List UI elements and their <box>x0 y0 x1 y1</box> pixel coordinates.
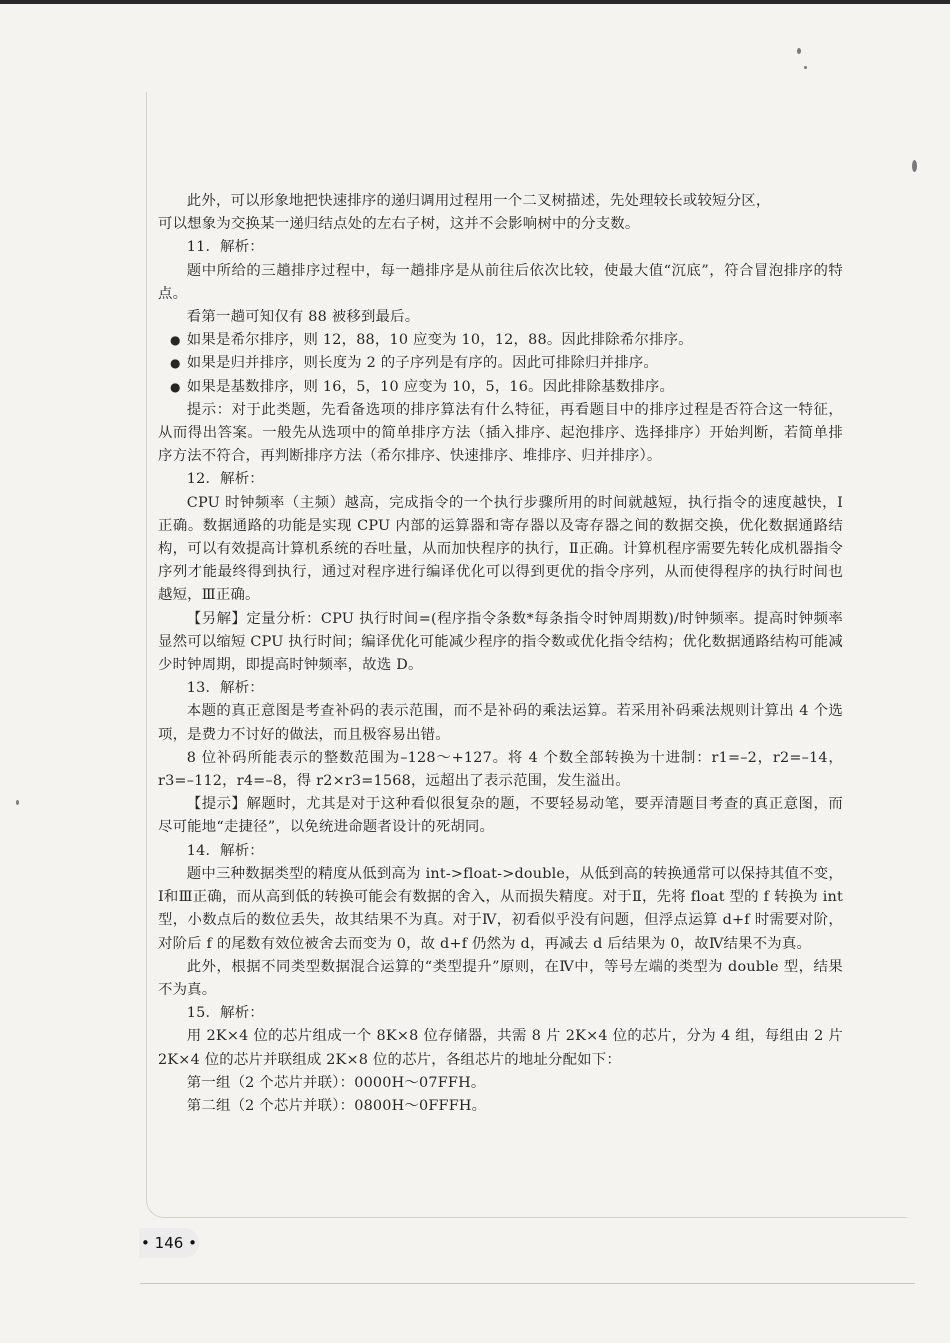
alt-solution-paragraph: 【另解】定量分析：CPU 执行时间=(程序指令条数*每条指令时钟周期数)/时钟频率。提高时钟频率显然可以缩短 CPU 执行时间；编译优化可能减少程序的指令数或优化指令结构；优化数据通路结构可能减少时钟周期，即提高时钟频率，故选 D。 <box>158 610 843 674</box>
paragraph: 第一组（2 个芯片并联）：0000H～07FFH。 <box>186 1074 486 1091</box>
scan-top-edge <box>0 0 950 4</box>
bullet-item: ● 如果是归并排序，则长度为 2 的子序列是有序的。因此可排除归并排序。 <box>158 352 843 375</box>
bullet-icon: ● <box>170 356 181 371</box>
answer-heading-15: 15．解析： <box>186 1005 264 1022</box>
page-body <box>158 190 843 1118</box>
paragraph: 8 位补码所能表示的整数范围为–128～+127。将 4 个数全部转换为十进制：r1=–2，r2=–14，r3=–112，r4=–8，得 r2×r3=1568，远超出了表示范围，发生溢出。 <box>158 749 843 790</box>
page-number-value: 146 <box>154 1234 184 1252</box>
answer-heading-14: 14．解析： <box>186 842 264 859</box>
bullet-icon: ● <box>170 379 181 394</box>
bullet-icon: ● <box>170 333 181 348</box>
paragraph: 题中三种数据类型的精度从低到高为 int->float->double，从低到高的转换通常可以保持其值不变，Ⅰ和Ⅲ正确，而从高到低的转换可能会有数据的舍入，从而损失精度。对于Ⅱ，先将 float 型的 f 转换为 int 型，小数点后的数位丢失，故其结果不为真。对于Ⅳ，初看似乎没有问题，但浮点运算 d+f 时需要对阶，对阶后 f 的尾数有效位被舍去而变为 0，故 d+f 仍然为 d，再减去 d 后结果为 0，故Ⅳ结果不为真。 <box>158 865 843 952</box>
scan-speck <box>912 160 917 172</box>
paragraph: 此外，根据不同类型数据混合运算的“类型提升”原则，在Ⅳ中，等号左端的类型为 double 型，结果不为真。 <box>158 958 843 998</box>
bullet-item: ● 如果是基数排序，则 16，5，10 应变为 10，5，16。因此排除基数排序。 <box>158 376 843 399</box>
paragraph: CPU 时钟频率（主频）越高，完成指令的一个执行步骤所用的时间就越短，执行指令的速度越快，Ⅰ正确。数据通路的功能是实现 CPU 内部的运算器和寄存器以及寄存器之间的数据交换，优化数据通路结构，可以有效提高计算机系统的吞吐量，从而加快程序的执行，Ⅱ正确。计算机程序需要先转化成机器指令序列才能最终得到执行，通过对程序进行编译优化可以得到更优的指令序列，从而使得程序的执行时间也越短，Ⅲ正确。 <box>158 494 843 604</box>
paragraph: 题中所给的三趟排序过程中，每一趟排序是从前往后依次比较，使最大值“沉底”，符合冒泡排序的特点。 <box>158 262 843 302</box>
paragraph: 用 2K×4 位的芯片组成一个 8K×8 位存储器，共需 8 片 2K×4 位的芯片，分为 4 组，每组由 2 片 2K×4 位的芯片并联组成 2K×8 位的芯片，各组芯片的地址分配如下： <box>158 1028 843 1068</box>
paragraph: 此外，可以形象地把快速排序的递归调用过程用一个二叉树描述，先处理较长或较短分区， <box>186 193 771 209</box>
scan-speck <box>797 48 801 54</box>
scan-speck <box>16 800 19 805</box>
answer-heading-11: 11．解析： <box>186 239 264 256</box>
bottom-rule <box>140 1283 915 1284</box>
tip-paragraph: 【提示】解题时，尤其是对于这种看似很复杂的题，不要轻易动笔，要弄清题目考查的真正意图，而尽可能地“走捷径”，以免统进命题者设计的死胡同。 <box>158 796 843 836</box>
paragraph: 本题的真正意图是考查补码的表示范围，而不是补码的乘法运算。若采用补码乘法规则计算出 4 个选项，是费力不讨好的做法，而且极容易出错。 <box>158 703 843 743</box>
page-number: • 146 • <box>139 1228 199 1258</box>
paragraph: 看第一趟可知仅有 88 被移到最后。 <box>186 309 420 326</box>
tip-paragraph: 提示：对于此类题，先看备选项的排序算法有什么特征，再看题目中的排序过程是否符合这一特征，从而得出答案。一般先从选项中的简单排序方法（插入排序、起泡排序、选择排序）开始判断，若简单排序方法不符合，再判断排序方法（希尔排序、快速排序、堆排序、归并排序）。 <box>158 401 843 465</box>
paragraph: 可以想象为交换某一递归结点处的左右子树，这并不会影响树中的分支数。 <box>158 216 640 233</box>
bullet-item: ● 如果是希尔排序，则 12，88，10 应变为 10，12，88。因此排除希尔排序。 <box>158 329 843 352</box>
answer-heading-13: 13．解析： <box>186 680 264 697</box>
scan-speck <box>804 66 807 69</box>
paragraph: 第二组（2 个芯片并联）：0800H～0FFFH。 <box>186 1097 487 1114</box>
answer-heading-12: 12．解析： <box>186 471 264 488</box>
